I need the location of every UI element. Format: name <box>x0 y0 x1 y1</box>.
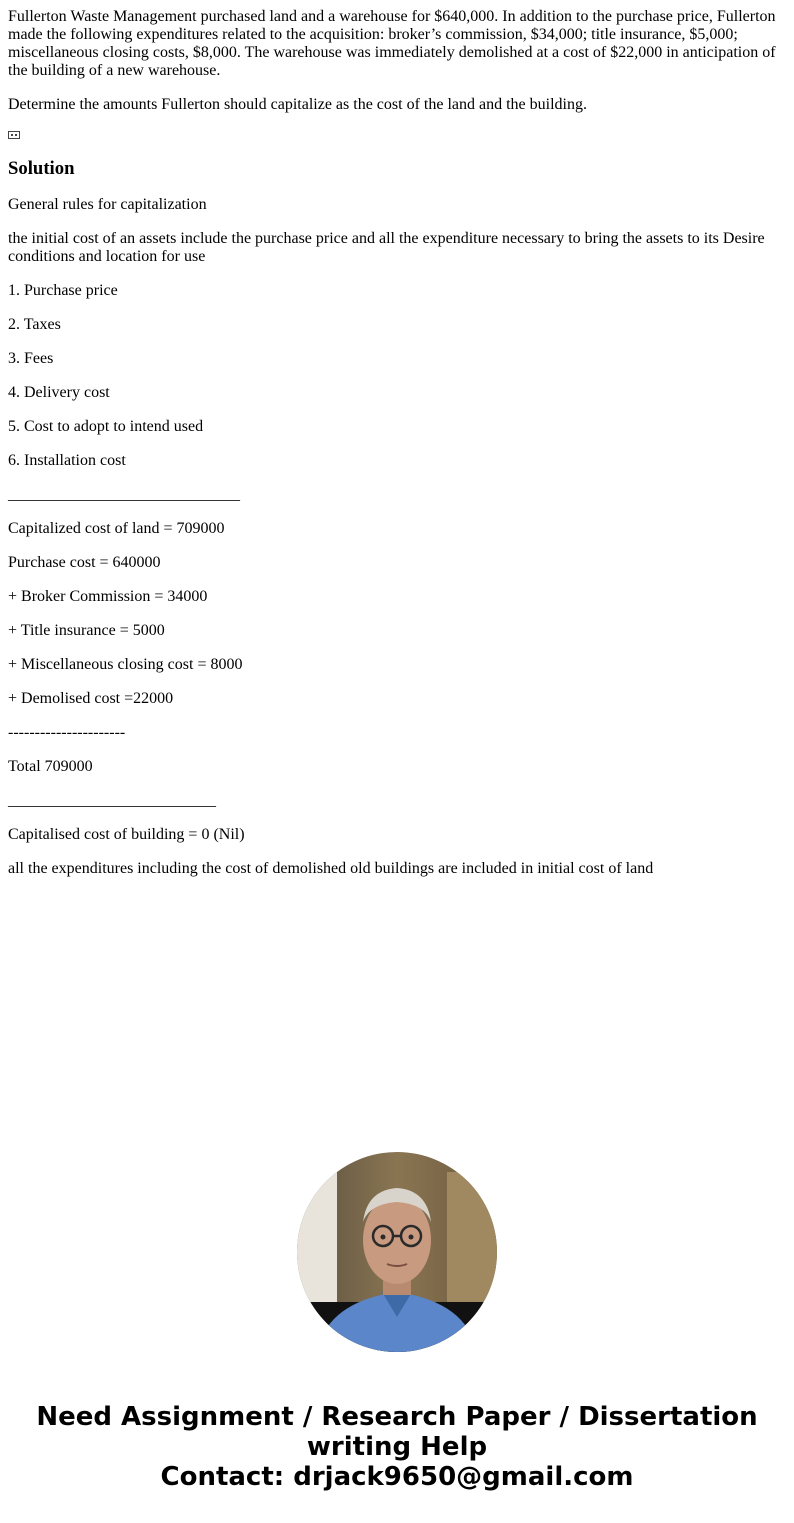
promo-text <box>0 1402 794 1492</box>
broken-image-icon <box>8 131 20 139</box>
land-cost-line: Purchase cost = 640000 <box>8 554 161 571</box>
promo-footer <box>0 1152 794 1492</box>
author-avatar <box>297 1152 497 1352</box>
land-cost-line: + Broker Commission = 34000 <box>8 588 208 605</box>
land-cost-line: + Demolised cost =22000 <box>8 690 174 707</box>
building-cost-title: Capitalised cost of building = 0 (Nil) <box>8 826 245 843</box>
solution-heading: Solution <box>8 158 75 179</box>
contact-email: Contact: drjack9650@gmail.com <box>160 1462 634 1492</box>
separator-line: __________________________ <box>8 792 216 809</box>
land-total: Total 709000 <box>8 758 93 775</box>
rule-item: 1. Purchase price <box>8 282 118 299</box>
person-portrait-icon <box>297 1152 497 1352</box>
conclusion-text: all the expenditures including the cost of demolished old buildings are included in initial cost of land <box>8 860 654 877</box>
rule-item: 5. Cost to adopt to intend used <box>8 418 204 435</box>
rules-text: the initial cost of an assets include the purchase price and all the expenditure necessary to bring the assets to its Desire conditions and location for use <box>8 230 765 265</box>
document-content <box>8 8 786 894</box>
rule-item: 4. Delivery cost <box>8 384 110 401</box>
promo-line: writing Help <box>306 1432 488 1462</box>
rule-item: 3. Fees <box>8 350 54 367</box>
land-cost-title: Capitalized cost of land = 709000 <box>8 520 225 537</box>
land-cost-line: + Miscellaneous closing cost = 8000 <box>8 656 243 673</box>
question-paragraph: Fullerton Waste Management purchased land and a warehouse for $640,000. In addition to the purchase price, Fullerton made the following expenditures related to the acquisition: broker’s commission, $34,000; title insurance, $5,000; miscellaneous closing costs, $8,000. The warehouse was immediately demolished at a cost of $22,000 in anticipation of the building of a new warehouse. <box>8 8 776 79</box>
separator-line: _____________________________ <box>8 486 240 503</box>
land-cost-line: + Title insurance = 5000 <box>8 622 165 639</box>
rule-item: 6. Installation cost <box>8 452 126 469</box>
rule-item: 2. Taxes <box>8 316 61 333</box>
question-prompt: Determine the amounts Fullerton should capitalize as the cost of the land and the building. <box>8 96 587 113</box>
promo-line: Need Assignment / Research Paper / Dissertation <box>36 1402 758 1432</box>
rules-title: General rules for capitalization <box>8 196 207 213</box>
dash-separator: ---------------------- <box>8 724 126 741</box>
